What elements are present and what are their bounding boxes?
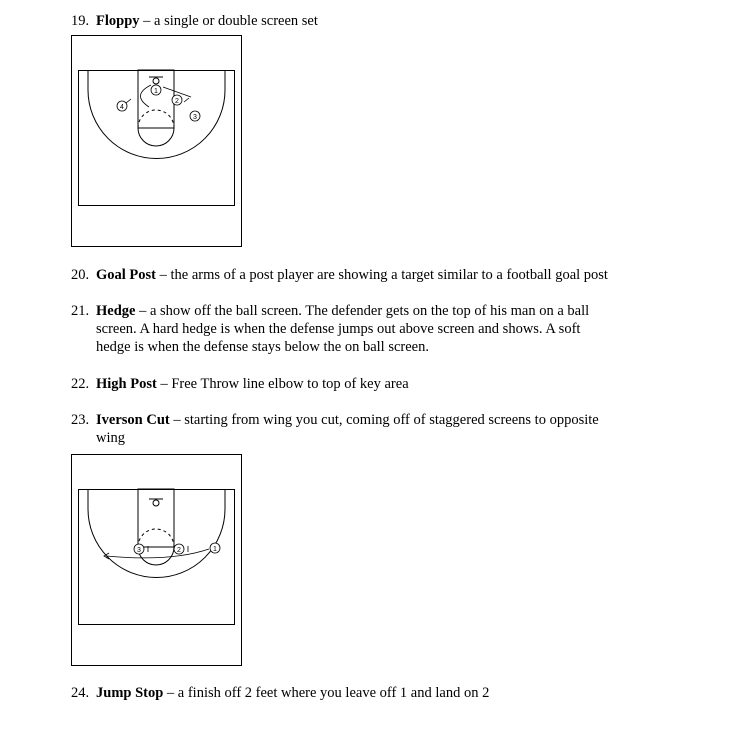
entry-definition-cont: screen. A hard hedge is when the defense jumps out above screen and shows. A soft <box>96 321 581 337</box>
player-1 <box>210 543 220 553</box>
entry-definition-cont: hedge is when the defense stays below the on ball screen. <box>96 339 429 355</box>
iverson-diagram <box>71 454 242 666</box>
cut-path-1 <box>140 85 151 107</box>
entry-term: Iverson Cut <box>96 412 170 428</box>
free-throw-circle-bottom <box>138 128 174 146</box>
entry-24 <box>71 684 671 702</box>
entry-term: Jump Stop <box>96 685 164 701</box>
player-2-label: 2 <box>175 98 179 105</box>
entry-20 <box>71 266 671 284</box>
player-2-label: 2 <box>177 547 181 554</box>
entry-number: 20. <box>71 267 90 283</box>
entry-19 <box>71 12 671 30</box>
entry-definition: – starting from wing you cut, coming off of staggered screens to opposite <box>169 412 599 428</box>
entry-definition: – the arms of a post player are showing a target similar to a football goal post <box>156 267 608 283</box>
entry-definition: – a show off the ball screen. The defender gets on the top of his man on a ball <box>135 303 590 319</box>
hoop <box>153 500 159 506</box>
entry-definition: – Free Throw line elbow to top of key area <box>156 376 409 392</box>
player-3 <box>190 111 200 121</box>
entry-term: Floppy <box>96 13 140 29</box>
free-throw-circle-top <box>138 529 174 547</box>
player-4 <box>117 101 127 111</box>
entry-term: High Post <box>96 376 157 392</box>
player-1 <box>151 85 161 95</box>
player-3-label: 3 <box>137 547 141 554</box>
player-2 <box>172 95 182 105</box>
three-point-arc <box>88 70 225 159</box>
entry-number: 23. <box>71 412 90 428</box>
three-point-arc <box>88 489 225 578</box>
lane <box>138 489 174 547</box>
entry-number: 22. <box>71 376 90 392</box>
iverson-court-svg <box>71 454 242 666</box>
player-1-label: 1 <box>154 88 158 95</box>
player-3 <box>134 544 144 554</box>
player-3-label: 3 <box>193 114 197 121</box>
entry-number: 21. <box>71 303 90 319</box>
entry-number: 19. <box>71 13 90 29</box>
hoop <box>153 78 159 84</box>
cut-path-1 <box>106 549 209 558</box>
screen-mark-4 <box>126 99 131 103</box>
player-2 <box>174 544 184 554</box>
entry-definition: – a single or double screen set <box>139 13 318 29</box>
entry-term: Goal Post <box>96 267 157 283</box>
court-outline <box>79 490 235 625</box>
player-4-label: 4 <box>120 104 124 111</box>
entry-definition: – a finish off 2 feet where you leave off 1 and land on 2 <box>163 685 490 701</box>
screen-mark-3 <box>184 98 189 102</box>
entry-term: Hedge <box>96 303 136 319</box>
free-throw-circle-top <box>138 110 174 128</box>
entry-21 <box>71 302 671 356</box>
floppy-court-svg <box>71 35 242 247</box>
entry-23 <box>71 411 671 447</box>
entry-definition-cont: wing <box>96 430 125 446</box>
floppy-diagram <box>71 35 242 247</box>
entry-22 <box>71 375 671 393</box>
entry-number: 24. <box>71 685 90 701</box>
player-1-label: 1 <box>213 546 217 553</box>
lane <box>138 70 174 128</box>
